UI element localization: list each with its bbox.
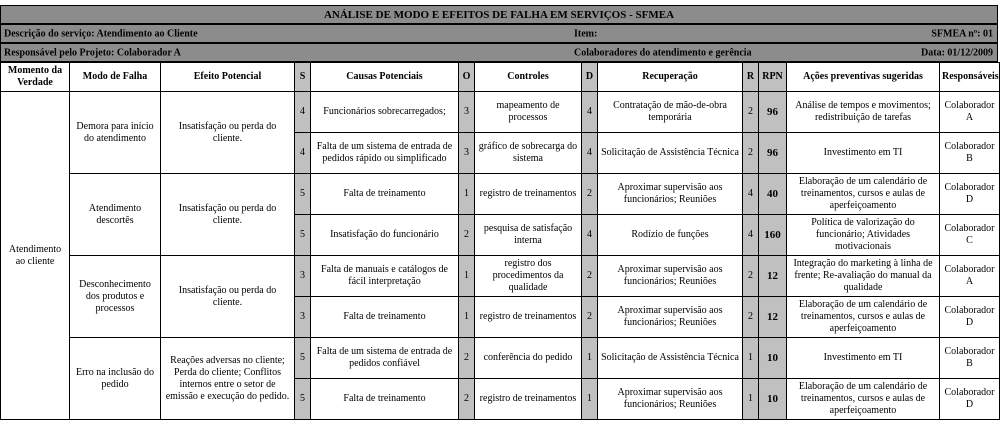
- potential-cause: Falta de um sistema de entrada de pedidos rápido ou simplificado: [311, 133, 459, 174]
- potential-cause: Falta de treinamento: [311, 379, 459, 420]
- responsible: Colaborador C: [940, 215, 1000, 256]
- potential-effect: Insatisfação ou perda do cliente.: [161, 256, 295, 338]
- preventive-action: Elaboração de um calendário de treinamentos, cursos e aulas de aperfeiçoamento: [787, 174, 940, 215]
- severity: 4: [295, 133, 311, 174]
- responsible: Colaborador D: [940, 297, 1000, 338]
- rpn: 96: [759, 133, 787, 174]
- recovery-score: 2: [743, 256, 759, 297]
- occurrence: 1: [459, 256, 475, 297]
- recovery-score: 1: [743, 338, 759, 379]
- control: registro de treinamentos: [475, 174, 582, 215]
- team: Colaboradores do atendimento e gerência: [574, 47, 752, 58]
- potential-effect: Insatisfação ou perda do cliente.: [161, 92, 295, 174]
- rpn: 12: [759, 297, 787, 338]
- potential-cause: Falta de manuais e catálogos de fácil interpretação: [311, 256, 459, 297]
- occurrence: 1: [459, 297, 475, 338]
- potential-cause: Insatisfação do funcionário: [311, 215, 459, 256]
- col-r: R: [743, 63, 759, 92]
- failure-mode: Demora para início do atendimento: [70, 92, 161, 174]
- preventive-action: Investimento em TI: [787, 338, 940, 379]
- preventive-action: Análise de tempos e movimentos; redistribuição de tarefas: [787, 92, 940, 133]
- recovery: Contratação de mão-de-obra temporária: [598, 92, 743, 133]
- rpn: 96: [759, 92, 787, 133]
- col-failure-mode: Modo de Falha: [70, 63, 161, 92]
- col-d: D: [582, 63, 598, 92]
- rpn: 10: [759, 379, 787, 420]
- preventive-action: Integração do marketing à linha de frente; Re-avaliação do manual da qualidade: [787, 256, 940, 297]
- detection: 1: [582, 338, 598, 379]
- severity: 3: [295, 297, 311, 338]
- control: pesquisa de satisfação interna: [475, 215, 582, 256]
- detection: 2: [582, 174, 598, 215]
- sfmea-table: [0, 62, 1000, 420]
- severity: 5: [295, 338, 311, 379]
- potential-cause: Falta de treinamento: [311, 174, 459, 215]
- occurrence: 3: [459, 133, 475, 174]
- col-rpn: RPN: [759, 63, 787, 92]
- project-responsible: Responsável pelo Projeto: Colaborador A: [4, 47, 181, 58]
- table-row: [1, 174, 1000, 215]
- severity: 5: [295, 379, 311, 420]
- table-row: [1, 256, 1000, 297]
- recovery-score: 2: [743, 297, 759, 338]
- responsible: Colaborador D: [940, 379, 1000, 420]
- control: registro dos procedimentos da qualidade: [475, 256, 582, 297]
- potential-cause: Falta de treinamento: [311, 297, 459, 338]
- col-causes: Causas Potenciais: [311, 63, 459, 92]
- occurrence: 1: [459, 174, 475, 215]
- col-controls: Controles: [475, 63, 582, 92]
- col-recovery: Recuperação: [598, 63, 743, 92]
- responsible: Colaborador B: [940, 133, 1000, 174]
- control: mapeamento de processos: [475, 92, 582, 133]
- responsible: Colaborador B: [940, 338, 1000, 379]
- info-row-2: [0, 43, 998, 62]
- table-row: [1, 92, 1000, 133]
- severity: 5: [295, 174, 311, 215]
- failure-mode: Erro na inclusão do pedido: [70, 338, 161, 420]
- recovery-score: 2: [743, 92, 759, 133]
- table-header: [1, 63, 1000, 92]
- preventive-action: Elaboração de um calendário de treinamentos, cursos e aulas de aperfeiçoamento: [787, 379, 940, 420]
- recovery-score: 2: [743, 133, 759, 174]
- severity: 4: [295, 92, 311, 133]
- recovery: Solicitação de Assistência Técnica: [598, 338, 743, 379]
- detection: 1: [582, 379, 598, 420]
- detection: 4: [582, 215, 598, 256]
- preventive-action: Política de valorização do funcionário; Atividades motivacionais: [787, 215, 940, 256]
- detection: 2: [582, 256, 598, 297]
- col-effect: Efeito Potencial: [161, 63, 295, 92]
- date: Data: 01/12/2009: [921, 47, 993, 58]
- recovery: Aproximar supervisão aos funcionários; Reuniões: [598, 379, 743, 420]
- page-title: ANÁLISE DE MODO E EFEITOS DE FALHA EM SERVIÇOS - SFMEA: [323, 8, 675, 21]
- occurrence: 2: [459, 338, 475, 379]
- rpn: 40: [759, 174, 787, 215]
- preventive-action: Investimento em TI: [787, 133, 940, 174]
- service-description: Descrição do serviço: Atendimento ao Cliente: [4, 28, 198, 39]
- recovery-score: 1: [743, 379, 759, 420]
- severity: 5: [295, 215, 311, 256]
- table-row: [1, 338, 1000, 379]
- detection: 2: [582, 297, 598, 338]
- failure-mode: Desconhecimento dos produtos e processos: [70, 256, 161, 338]
- potential-effect: Reações adversas no cliente; Perda do cliente; Conflitos internos entre o setor de emissão e execução do pedido.: [161, 338, 295, 420]
- failure-mode: Atendimento descortês: [70, 174, 161, 256]
- responsible: Colaborador A: [940, 256, 1000, 297]
- potential-cause: Funcionários sobrecarregados;: [311, 92, 459, 133]
- detection: 4: [582, 133, 598, 174]
- col-o: O: [459, 63, 475, 92]
- control: gráfico de sobrecarga do sistema: [475, 133, 582, 174]
- recovery: Rodízio de funções: [598, 215, 743, 256]
- control: registro de treinamentos: [475, 379, 582, 420]
- responsible: Colaborador A: [940, 92, 1000, 133]
- preventive-action: Elaboração de um calendário de treinamentos, cursos e aulas de aperfeiçoamento: [787, 297, 940, 338]
- col-s: S: [295, 63, 311, 92]
- recovery: Aproximar supervisão aos funcionários; Reuniões: [598, 256, 743, 297]
- info-row-1: [0, 24, 998, 43]
- rpn: 10: [759, 338, 787, 379]
- occurrence: 2: [459, 215, 475, 256]
- item-label: Item:: [574, 28, 598, 39]
- responsible: Colaborador D: [940, 174, 1000, 215]
- occurrence: 3: [459, 92, 475, 133]
- detection: 4: [582, 92, 598, 133]
- occurrence: 2: [459, 379, 475, 420]
- recovery: Solicitação de Assistência Técnica: [598, 133, 743, 174]
- recovery: Aproximar supervisão aos funcionários; Reuniões: [598, 297, 743, 338]
- control: registro de treinamentos: [475, 297, 582, 338]
- col-responsible: Responsáveis: [940, 63, 1000, 92]
- control: conferência do pedido: [475, 338, 582, 379]
- recovery-score: 4: [743, 215, 759, 256]
- rpn: 160: [759, 215, 787, 256]
- moment-of-truth: Atendimento ao cliente: [1, 92, 70, 420]
- col-moment: Momento da Verdade: [1, 63, 70, 92]
- potential-effect: Insatisfação ou perda do cliente.: [161, 174, 295, 256]
- potential-cause: Falta de um sistema de entrada de pedidos confiável: [311, 338, 459, 379]
- title-bar: [0, 5, 998, 24]
- sfmea-number: SFMEA nº: 01: [931, 28, 993, 39]
- recovery-score: 4: [743, 174, 759, 215]
- recovery: Aproximar supervisão aos funcionários; Reuniões: [598, 174, 743, 215]
- severity: 3: [295, 256, 311, 297]
- rpn: 12: [759, 256, 787, 297]
- col-actions: Ações preventivas sugeridas: [787, 63, 940, 92]
